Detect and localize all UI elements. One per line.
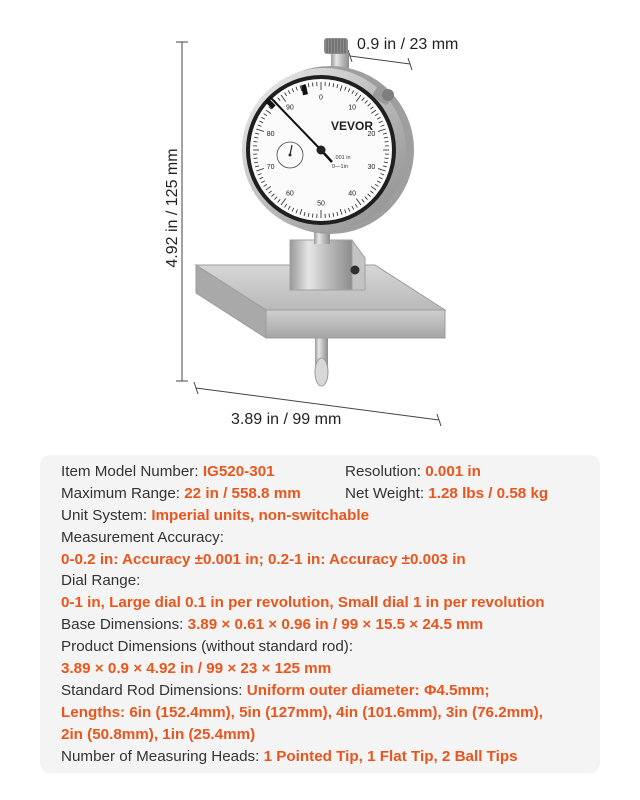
depth-dimension-label: 0.9 in / 23 mm — [357, 36, 459, 53]
rod-value-lengths-2: 2in (50.8mm), 1in (25.4mm) — [61, 725, 256, 743]
weight-value: 1.28 lbs / 0.58 kg — [428, 484, 549, 502]
specs-panel — [40, 455, 600, 773]
spec-row-dial-value — [61, 592, 600, 614]
dial-tick — [384, 158, 388, 159]
dial-numeral: 10 — [348, 104, 357, 112]
rod-label: Standard Rod Dimensions: — [61, 681, 247, 699]
spec-row-model-resolution — [61, 461, 600, 483]
unit-label: Unit System: — [61, 506, 152, 524]
dial-numeral: 40 — [348, 190, 357, 198]
dial-range-value: 0-1 in, Large dial 0.1 in per revolution, Small dial 1 in per revolution — [61, 594, 545, 612]
spec-row-rod-lengths — [61, 702, 600, 724]
dial-tick — [254, 158, 258, 159]
resolution-label: Resolution: — [345, 463, 426, 480]
dial-tick — [329, 213, 330, 217]
dial-numeral: 90 — [285, 104, 294, 112]
heads-label: Number of Measuring Heads: — [61, 747, 264, 765]
model-label: Item Model Number: — [61, 463, 203, 480]
dial-numeral: 20 — [367, 131, 376, 139]
dial-range-label: Dial Range: — [61, 572, 141, 590]
dial-tick — [312, 213, 313, 217]
brand-logo: VEVOR — [331, 119, 374, 133]
dial-numeral: 80 — [266, 131, 275, 139]
dial-numeral: 30 — [367, 163, 376, 171]
dial-numeral: 60 — [285, 190, 294, 198]
dial-resolution-text: .001 in — [334, 155, 351, 161]
center-block — [290, 240, 365, 290]
model-value: IG520-301 — [202, 463, 275, 480]
spec-row-accuracy-value — [61, 549, 600, 571]
base-label: Base Dimensions: — [61, 616, 188, 634]
resolution-value: 0.001 in — [425, 463, 481, 480]
spec-row-product-value — [61, 658, 600, 680]
dial-tick — [329, 83, 330, 87]
height-dimension-label: 4.92 in / 125 mm — [164, 148, 181, 268]
dial-numeral: 50 — [317, 200, 325, 208]
dial-tick — [254, 141, 258, 142]
dial-numeral: 0 — [319, 94, 323, 102]
accuracy-label: Measurement Accuracy: — [61, 528, 224, 546]
weight-label: Net Weight: — [345, 484, 429, 502]
spec-row-dial-label — [61, 570, 600, 592]
dial-range-text: 0—1in — [332, 164, 348, 170]
spec-row-accuracy-label — [61, 527, 600, 549]
range-label: Maximum Range: — [61, 484, 185, 502]
spec-row-rod-lengths-2 — [61, 724, 600, 746]
range-value: 22 in / 558.8 mm — [184, 484, 301, 502]
spec-row-rod — [61, 680, 600, 702]
width-dimension-label: 3.89 in / 99 mm — [231, 411, 342, 428]
heads-value: 1 Pointed Tip, 1 Flat Tip, 2 Ball Tips — [263, 747, 518, 765]
spec-row-product-label — [61, 636, 600, 658]
rod-value-diameter: Uniform outer diameter: Φ4.5mm; — [246, 681, 490, 699]
spec-row-unit — [61, 505, 600, 527]
unit-value: Imperial units, non-switchable — [151, 506, 370, 524]
spec-row-range-weight — [61, 483, 600, 505]
product-dimensions-label: Product Dimensions (without standard rod): — [61, 638, 354, 656]
dial-tick — [312, 83, 313, 87]
rod-value-lengths: Lengths: 6in (152.4mm), 5in (127mm), 4in (101.6mm), 3in (76.2mm), — [61, 703, 543, 721]
spec-row-base — [61, 614, 600, 636]
accuracy-value: 0-0.2 in: Accuracy ±0.001 in; 0.2-1 in: Accuracy ±0.003 in — [61, 550, 466, 568]
base-value: 3.89 × 0.61 × 0.96 in / 99 × 15.5 × 24.5 mm — [187, 616, 484, 634]
dial-numeral: 70 — [266, 163, 275, 171]
dial-tick — [384, 141, 388, 142]
spec-row-heads — [61, 746, 600, 768]
product-dimensions-value: 3.89 × 0.9 × 4.92 in / 99 × 23 × 125 mm — [61, 660, 332, 678]
